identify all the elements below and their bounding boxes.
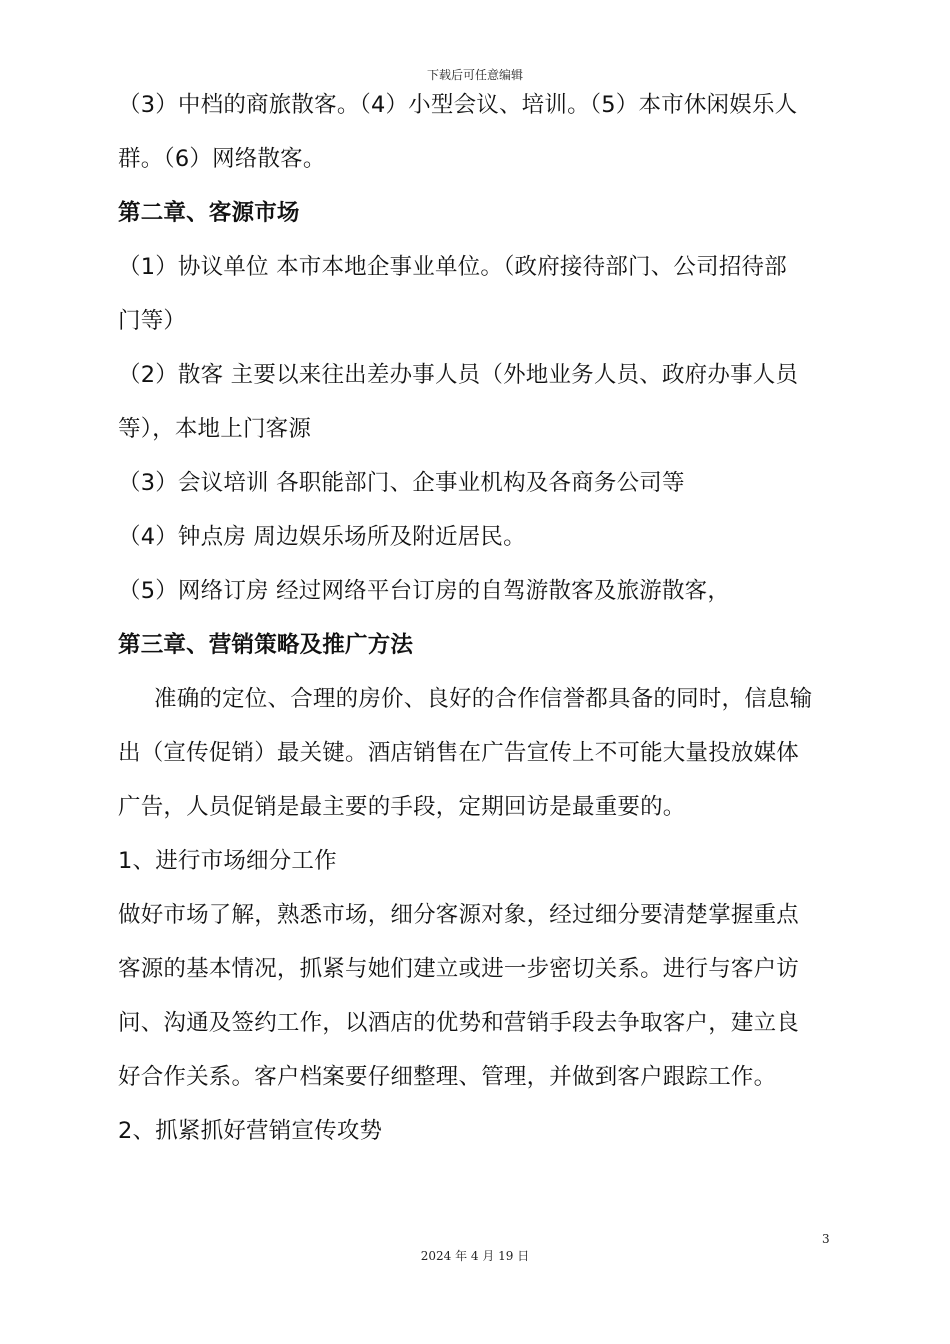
document-body bbox=[118, 78, 838, 1158]
text-line: （2）散客 主要以来往出差办事人员（外地业务人员、政府办事人员 bbox=[118, 362, 799, 388]
text-line: （3）中档的商旅散客。（4）小型会议、培训。（5）本市休闲娱乐人 bbox=[118, 92, 798, 118]
text-line: 出（宣传促销）最关键。酒店销售在广告宣传上不可能大量投放媒体 bbox=[118, 740, 800, 766]
section-heading: 1、进行市场细分工作 bbox=[118, 848, 337, 874]
footer-date: 2024 年 4 月 19 日 bbox=[420, 1249, 530, 1263]
text-line: 客源的基本情况，抓紧与她们建立或进一步密切关系。进行与客户访 bbox=[118, 956, 800, 982]
text-line: 等），本地上门客源 bbox=[118, 416, 312, 442]
chapter-heading: 第三章、营销策略及推广方法 bbox=[118, 632, 414, 658]
text-line: （5）网络订房 经过网络平台订房的自驾游散客及旅游散客， bbox=[118, 578, 731, 604]
text-line: （4）钟点房 周边娱乐场所及附近居民。 bbox=[118, 524, 526, 550]
text-line: 好合作关系。客户档案要仔细整理、管理，并做到客户跟踪工作。 bbox=[118, 1064, 777, 1090]
section-heading: 2、抓紧抓好营销宣传攻势 bbox=[118, 1118, 383, 1144]
text-line: 做好市场了解，熟悉市场，细分客源对象，经过细分要清楚掌握重点 bbox=[118, 902, 800, 928]
text-line: （1）协议单位 本市本地企事业单位。（政府接待部门、公司招待部 bbox=[118, 254, 787, 280]
text-line: 问、沟通及签约工作，以酒店的优势和营销手段去争取客户，建立良 bbox=[118, 1010, 800, 1036]
text-line: 门等） bbox=[118, 308, 187, 334]
text-line: 群。（6）网络散客。 bbox=[118, 146, 326, 172]
text-line: （3）会议培训 各职能部门、企事业机构及各商务公司等 bbox=[118, 470, 685, 496]
page-number: 3 bbox=[822, 1232, 830, 1246]
paragraph-first-line: 准确的定位、合理的房价、良好的合作信誉都具备的同时，信息输 bbox=[154, 686, 813, 712]
text-line: 广告，人员促销是最主要的手段，定期回访是最重要的。 bbox=[118, 794, 686, 820]
chapter-heading: 第二章、客源市场 bbox=[118, 200, 300, 226]
header-note: 下载后可任意编辑 bbox=[426, 68, 523, 82]
